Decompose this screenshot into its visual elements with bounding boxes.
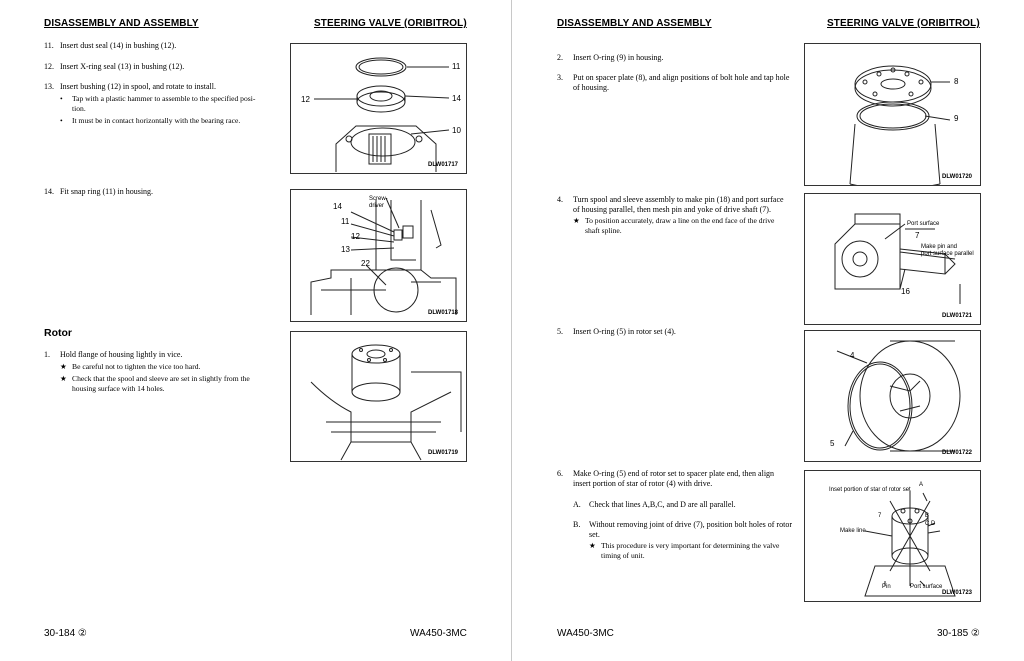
- rotor-note-2: ★ Check that the spool and sleeve are set in slightly from the housing surface with 14 holes.: [60, 374, 250, 393]
- component-header: STEERING VALVE (ORIBITROL): [827, 18, 980, 29]
- callout-5: 5: [830, 439, 835, 448]
- figure-code: DLW01718: [427, 310, 458, 316]
- callout-8: 8: [954, 77, 959, 86]
- figure-dlw01719: [290, 331, 467, 462]
- step-3: 3. Put on spacer plate (8), and align positions of bolt hole and tap hole of housing.: [557, 73, 790, 92]
- callout-14: 14: [452, 94, 461, 103]
- figure-dlw01722: [804, 330, 981, 462]
- callout-9: 9: [954, 114, 959, 123]
- step-6: 6. Make O-ring (5) end of rotor set to spacer plate end, then align insert portion of star of rotor (4) with drive.: [557, 469, 775, 488]
- callout-make-pin-parallel: Make pin and port surface parallel: [921, 244, 974, 257]
- step-6-note: ★ This procedure is very important for determining the valve timing of unit.: [589, 541, 780, 560]
- step-4-note: ★ To position accurately, draw a line on the end face of the drive shaft spline.: [573, 216, 775, 235]
- model-number: WA450-3MC: [557, 628, 614, 639]
- callout-inset-portion: Inset portion of star of rotor set: [829, 487, 911, 493]
- section-header: DISASSEMBLY AND ASSEMBLY: [44, 18, 199, 29]
- figure-dlw01718: [290, 189, 467, 322]
- step-11: 11. Insert dust seal (14) in bushing (12).: [44, 41, 177, 50]
- figure-dlw01717: [290, 43, 467, 174]
- bushing-assembly-drawing: [291, 44, 466, 173]
- callout-C: C: [925, 521, 930, 527]
- page-divider: [511, 0, 512, 661]
- pin-alignment-drawing: [805, 194, 980, 324]
- step-14: 14. Fit snap ring (11) in housing.: [44, 187, 154, 196]
- page-number: 30-184 ②: [44, 628, 87, 639]
- section-title-rotor: Rotor: [44, 327, 72, 339]
- step-12: 12. Insert X-ring seal (13) in bushing (12).: [44, 62, 185, 71]
- callout-11: 11: [341, 217, 350, 226]
- step-6-sub-a: A. Check that lines A,B,C, and D are all parallel.: [573, 500, 736, 509]
- component-header: STEERING VALVE (ORIBITROL): [314, 18, 467, 29]
- step-13-bullet-1: • Tap with a plastic hammer to assemble to the specified posi- tion.: [60, 94, 256, 113]
- rotor-note-1: ★ Be careful not to tighten the vice too hard.: [60, 362, 201, 371]
- right-page: [513, 0, 1024, 661]
- callout-screwdriver: Screw- driver: [369, 196, 388, 209]
- callout-12: 12: [351, 232, 360, 241]
- step-6-sub-b: B. Without removing joint of drive (7), position bolt holes of rotor set.: [573, 520, 792, 539]
- callout-12: 12: [301, 95, 310, 104]
- callout-B: B: [925, 513, 930, 519]
- callout-4: 4: [850, 351, 855, 360]
- figure-code: DLW01723: [941, 590, 972, 596]
- section-header: DISASSEMBLY AND ASSEMBLY: [557, 18, 712, 29]
- callout-7: 7: [915, 231, 920, 240]
- figure-code: DLW01719: [427, 450, 458, 456]
- figure-code: DLW01722: [941, 450, 972, 456]
- page-number: 30-185 ②: [937, 628, 980, 639]
- step-13-bullet-2: • It must be in contact horizontally with the bearing race.: [60, 116, 241, 125]
- callout-13: 13: [341, 245, 350, 254]
- callout-D: D: [931, 521, 936, 527]
- figure-dlw01723: [804, 470, 981, 602]
- step-4: 4. Turn spool and sleeve assembly to make pin (18) and port surface of housing parallel, then mesh pin and yoke of drive shaft (7).: [557, 195, 784, 214]
- callout-port-surface: Port surface: [910, 584, 943, 590]
- step-5: 5. Insert O-ring (5) in rotor set (4).: [557, 327, 676, 336]
- callout-16: 16: [901, 287, 910, 296]
- vice-housing-drawing: [291, 332, 466, 461]
- step-13: 13. Insert bushing (12) in spool, and rotate to install.: [44, 82, 216, 91]
- callout-make-line: Make line: [840, 528, 866, 534]
- callout-10: 10: [452, 126, 461, 135]
- figure-code: DLW01721: [941, 313, 972, 319]
- model-number: WA450-3MC: [410, 628, 467, 639]
- callout-7: 7: [878, 513, 882, 519]
- callout-A: A: [919, 482, 924, 488]
- figure-dlw01720: [804, 43, 981, 186]
- figure-code: DLW01720: [941, 174, 972, 180]
- figure-code: DLW01717: [427, 162, 458, 168]
- callout-22: 22: [361, 259, 370, 268]
- step-2: 2. Insert O-ring (9) in housing.: [557, 53, 664, 62]
- callout-port-surface: Port surface: [907, 221, 940, 227]
- callout-14: 14: [333, 202, 342, 211]
- figure-dlw01721: [804, 193, 981, 325]
- callout-pin: Pin: [882, 584, 891, 590]
- rotor-step-1: 1. Hold flange of housing lightly in vice.: [44, 350, 183, 359]
- callout-11: 11: [452, 62, 461, 71]
